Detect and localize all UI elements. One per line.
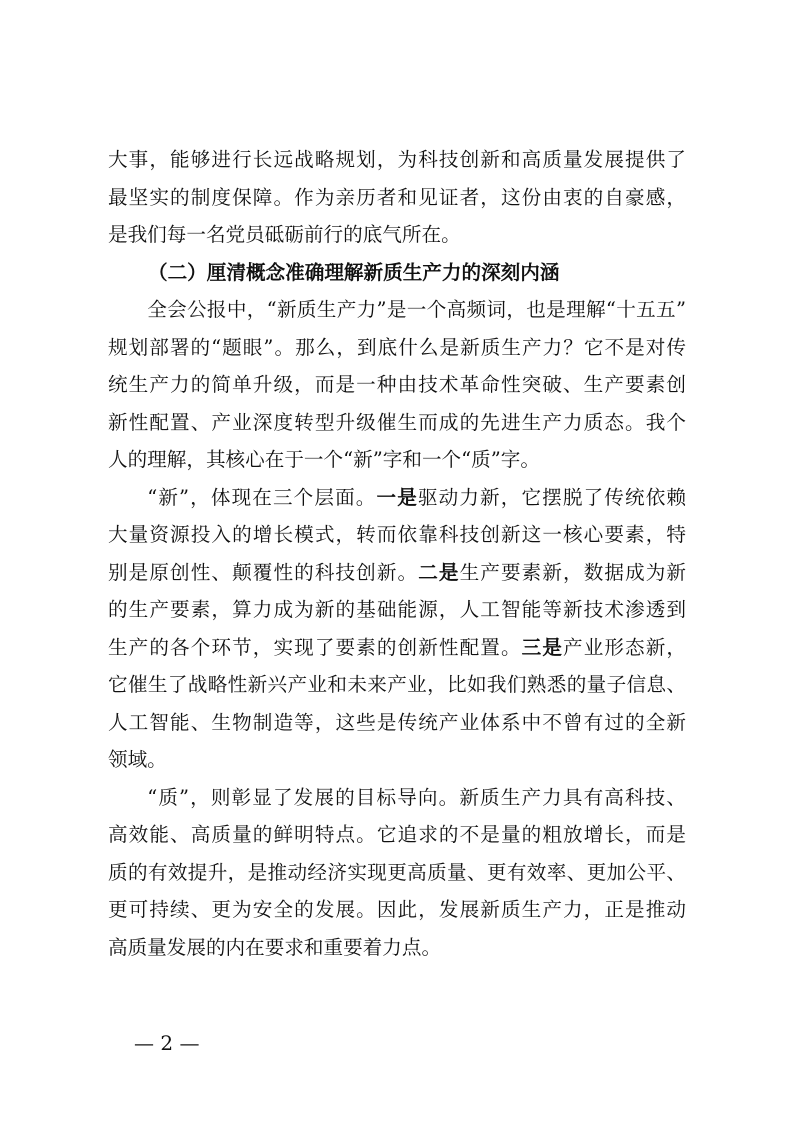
text-line: 统生产力的简单升级，而是一种由技术革命性突破、生产要素创 <box>108 373 686 396</box>
text-line: 新性配置、产业深度转型升级催生而成的先进生产力质态。我个 <box>108 410 686 434</box>
text-line: “质”，则彰显了发展的目标导向。新质生产力具有高科技、 <box>147 785 686 809</box>
body-text <box>108 141 686 966</box>
text-segment: 别是原创性、颠覆性的科技创新。 <box>108 560 419 584</box>
text-line <box>108 479 686 517</box>
text-line: 领域。 <box>108 748 167 771</box>
text-segment: 产业形态新， <box>563 635 687 659</box>
text-line: 人工智能、生物制造等，这些是传统产业体系中不曾有过的全新 <box>108 710 686 734</box>
paragraph-xin <box>108 479 686 779</box>
bold-keyword: 二是 <box>418 560 460 584</box>
text-line: 最坚实的制度保障。作为亲历者和见证者，这份由衷的自豪感， <box>108 185 686 209</box>
text-line: 人的理解，其核心在于一个“新”字和一个“质”字。 <box>108 448 540 471</box>
text-segment: 生产要素新，数据成为新 <box>459 560 687 584</box>
text-line: 全会公报中，“新质生产力”是一个高频词，也是理解“十五五” <box>147 298 686 321</box>
text-segment: 驱动力新，它摆脱了传统依赖 <box>417 485 687 509</box>
text-line: 的生产要素，算力成为新的基础能源，人工智能等新技术渗透到 <box>108 598 686 621</box>
text-segment: “新”，体现在三个层面。 <box>147 485 377 509</box>
paragraph-continued <box>108 141 686 254</box>
paragraph-zhi <box>108 779 686 967</box>
text-line: 大事，能够进行长远战略规划，为科技创新和高质量发展提供了 <box>108 148 686 171</box>
paragraph-concept <box>108 291 686 479</box>
page-number: — 2 — <box>134 1031 200 1055</box>
text-line: 质的有效提升，是推动经济实现更高质量、更有效率、更加公平、 <box>108 860 686 884</box>
text-line: 大量资源投入的增长模式，转而依靠科技创新这一核心要素，特 <box>108 523 686 546</box>
text-line: 高质量发展的内在要求和重要着力点。 <box>108 935 442 959</box>
text-line: 高效能、高质量的鲜明特点。它追求的不是量的粗放增长，而是 <box>108 823 686 846</box>
text-line: 它催生了战略性新兴产业和未来产业，比如我们熟悉的量子信息、 <box>108 673 686 696</box>
bold-keyword: 三是 <box>521 635 564 659</box>
text-line: 规划部署的“题眼”。那么，到底什么是新质生产力？它不是对传 <box>108 335 686 359</box>
text-line: 是我们每一名党员砥砺前行的底气所在。 <box>108 223 461 246</box>
text-line <box>108 554 686 592</box>
text-segment: 生产的各个环节，实现了要素的创新性配置。 <box>108 635 522 659</box>
text-line <box>108 629 686 667</box>
section-heading: （二）厘清概念准确理解新质生产力的深刻内涵 <box>148 260 560 284</box>
text-line: 更可持续、更为安全的发展。因此，发展新质生产力，正是推动 <box>108 898 686 921</box>
bold-keyword: 一是 <box>376 485 418 509</box>
